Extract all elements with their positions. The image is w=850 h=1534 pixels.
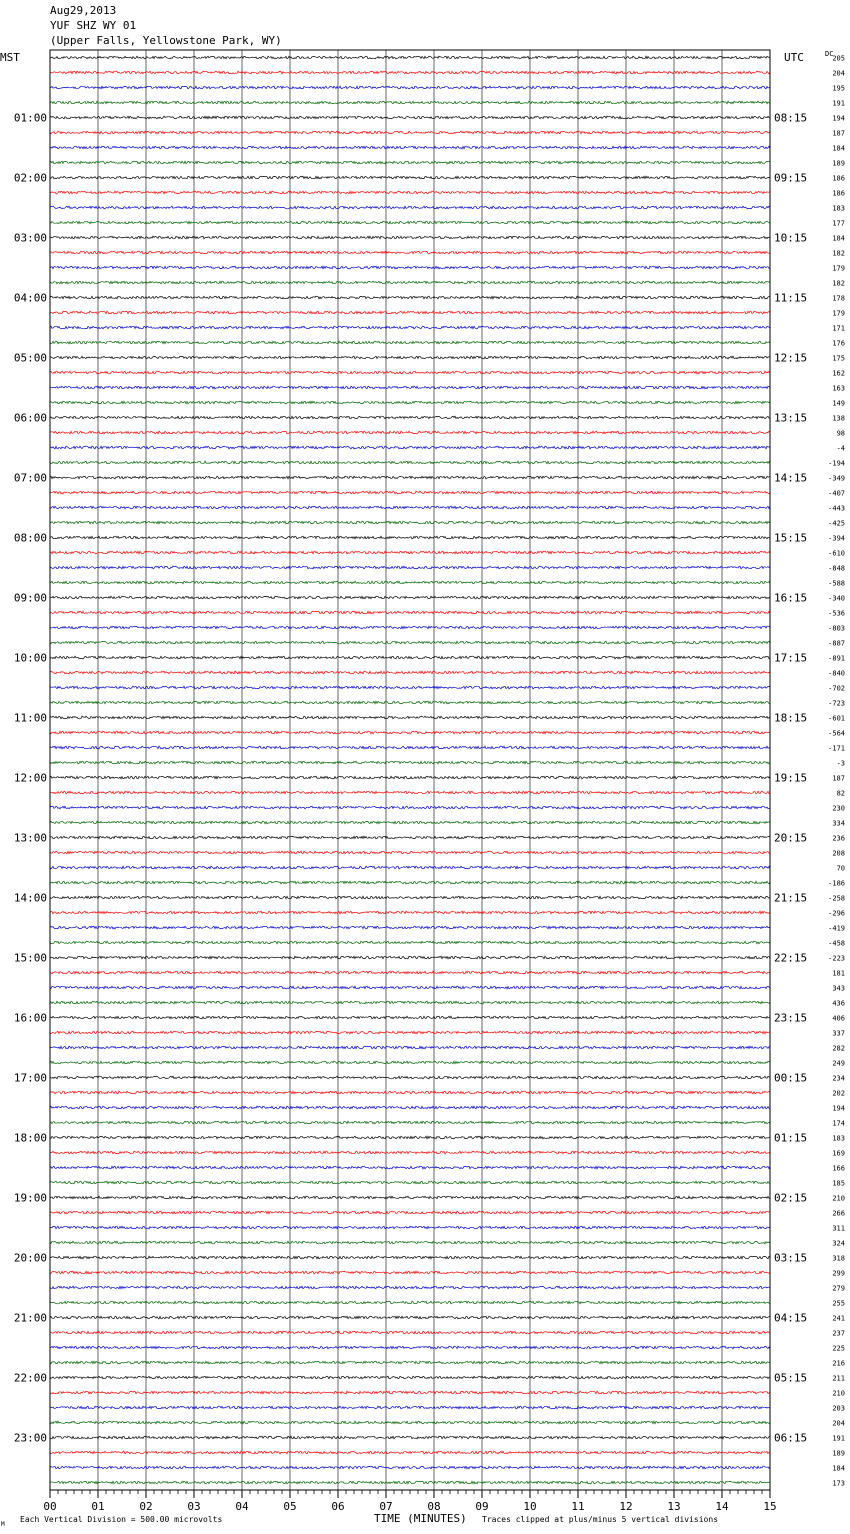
trace-line-43 — [50, 686, 770, 689]
dc-offset-84: 255 — [832, 1299, 845, 1308]
dc-offset-28: -194 — [828, 459, 845, 468]
dc-offset-86: 237 — [832, 1329, 845, 1338]
dc-offset-36: -588 — [828, 579, 845, 588]
corner-mark: M — [1, 1521, 5, 1528]
dc-offset-23: 163 — [832, 384, 845, 393]
dc-offset-40: -887 — [828, 639, 845, 648]
mst-label-23: 23:00 — [13, 1431, 47, 1445]
dc-offset-74: 169 — [832, 1149, 845, 1158]
plot-frame — [50, 50, 770, 1490]
dc-offset-92: 204 — [832, 1419, 845, 1428]
trace-line-78 — [50, 1211, 770, 1214]
trace-line-61 — [50, 956, 770, 959]
trace-line-62 — [50, 971, 770, 974]
mst-label-10: 10:00 — [13, 651, 47, 665]
trace-line-79 — [50, 1226, 770, 1229]
mst-label-5: 05:00 — [13, 351, 47, 365]
trace-line-65 — [50, 1016, 770, 1019]
trace-line-88 — [50, 1361, 770, 1364]
utc-label-6: 13:15 — [774, 411, 808, 425]
utc-label-8: 15:15 — [774, 531, 808, 545]
utc-label-7: 14:15 — [774, 471, 808, 485]
dc-offset-62: 181 — [832, 969, 845, 978]
x-tick-label-12: 12 — [619, 1500, 633, 1513]
dc-offset-27: -4 — [836, 444, 845, 453]
utc-label-19: 02:15 — [774, 1191, 808, 1205]
trace-line-75 — [50, 1166, 770, 1169]
dc-offset-43: -702 — [828, 684, 845, 693]
dc-offset-81: 318 — [832, 1254, 845, 1263]
dc-offset-56: -186 — [828, 879, 845, 888]
dc-offset-24: 149 — [832, 399, 845, 408]
trace-line-94 — [50, 1451, 770, 1454]
dc-offset-77: 210 — [832, 1194, 845, 1203]
trace-line-91 — [50, 1406, 770, 1409]
dc-offset-70: 202 — [832, 1089, 845, 1098]
utc-label-22: 05:15 — [774, 1371, 808, 1385]
trace-line-52 — [50, 821, 770, 824]
dc-offset-54: 208 — [832, 849, 845, 858]
dc-offset-88: 216 — [832, 1359, 845, 1368]
mst-hour-labels — [14, 112, 47, 1445]
mst-label-1: 01:00 — [13, 111, 47, 125]
x-tick-label-13: 13 — [667, 1500, 681, 1513]
trace-line-4 — [50, 101, 770, 104]
dc-offset-65: 406 — [832, 1014, 845, 1023]
dc-offset-42: -840 — [828, 669, 845, 678]
trace-line-77 — [50, 1196, 770, 1199]
trace-line-69 — [50, 1076, 770, 1079]
trace-line-63 — [50, 986, 770, 989]
trace-line-3 — [50, 86, 770, 89]
dc-offset-58: -296 — [828, 909, 845, 918]
trace-line-90 — [50, 1391, 770, 1394]
trace-line-18 — [50, 311, 770, 314]
dc-offset-49: 187 — [832, 774, 845, 783]
dc-offset-8: 189 — [832, 159, 845, 168]
mst-label-7: 07:00 — [13, 471, 47, 485]
dc-offset-22: 162 — [832, 369, 845, 378]
x-tick-label-10: 10 — [523, 1500, 537, 1513]
dc-offset-67: 282 — [832, 1044, 845, 1053]
dc-offset-69: 234 — [832, 1074, 845, 1083]
dc-offset-93: 191 — [832, 1434, 845, 1443]
utc-label-3: 10:15 — [774, 231, 808, 245]
utc-hour-labels — [774, 112, 807, 1445]
dc-offset-61: -223 — [828, 954, 845, 963]
trace-line-25 — [50, 416, 770, 419]
x-tick-label-6: 06 — [331, 1500, 345, 1513]
trace-line-35 — [50, 566, 770, 569]
dc-offset-31: -443 — [828, 504, 845, 513]
dc-offset-16: 182 — [832, 279, 845, 288]
trace-line-55 — [50, 866, 770, 869]
trace-line-87 — [50, 1346, 770, 1349]
utc-label-9: 16:15 — [774, 591, 808, 605]
dc-offset-66: 337 — [832, 1029, 845, 1038]
x-tick-label-5: 05 — [283, 1500, 297, 1513]
mst-axis-title: MST — [0, 51, 20, 64]
dc-offset-21: 175 — [832, 354, 845, 363]
trace-line-93 — [50, 1436, 770, 1439]
dc-offset-79: 311 — [832, 1224, 845, 1233]
trace-line-86 — [50, 1331, 770, 1334]
dc-offset-89: 211 — [832, 1374, 845, 1383]
trace-line-48 — [50, 761, 770, 764]
utc-label-16: 23:15 — [774, 1011, 808, 1025]
trace-line-46 — [50, 731, 770, 734]
clip-note: Traces clipped at plus/minus 5 vertical divisions — [482, 1515, 719, 1524]
trace-line-14 — [50, 251, 770, 254]
x-tick-label-15: 15 — [763, 1500, 777, 1513]
dc-offset-10: 186 — [832, 189, 845, 198]
utc-label-13: 20:15 — [774, 831, 808, 845]
utc-label-4: 11:15 — [774, 291, 808, 305]
dc-offset-13: 184 — [832, 234, 845, 243]
dc-offset-46: -564 — [828, 729, 845, 738]
dc-offset-1: 205 — [832, 54, 845, 63]
trace-line-72 — [50, 1121, 770, 1124]
utc-label-10: 17:15 — [774, 651, 808, 665]
dc-offset-3: 195 — [832, 84, 845, 93]
dc-offset-14: 182 — [832, 249, 845, 258]
dc-offset-34: -610 — [828, 549, 845, 558]
trace-line-2 — [50, 71, 770, 74]
trace-line-23 — [50, 386, 770, 389]
mst-label-20: 20:00 — [13, 1251, 47, 1265]
dc-offset-75: 166 — [832, 1164, 845, 1173]
utc-label-12: 19:15 — [774, 771, 808, 785]
trace-line-36 — [50, 581, 770, 584]
trace-line-27 — [50, 446, 770, 449]
trace-line-71 — [50, 1106, 770, 1109]
trace-line-6 — [50, 131, 770, 134]
dc-offset-94: 189 — [832, 1449, 845, 1458]
dc-offset-45: -601 — [828, 714, 845, 723]
trace-line-51 — [50, 806, 770, 809]
trace-line-53 — [50, 836, 770, 839]
trace-line-30 — [50, 491, 770, 494]
trace-line-68 — [50, 1061, 770, 1064]
dc-offset-12: 177 — [832, 219, 845, 228]
trace-line-96 — [50, 1481, 770, 1484]
trace-line-38 — [50, 611, 770, 614]
dc-offset-63: 343 — [832, 984, 845, 993]
trace-line-12 — [50, 221, 770, 224]
trace-line-56 — [50, 881, 770, 884]
dc-offset-17: 178 — [832, 294, 845, 303]
trace-line-42 — [50, 671, 770, 674]
trace-line-47 — [50, 746, 770, 749]
dc-offset-38: -536 — [828, 609, 845, 618]
mst-label-12: 12:00 — [13, 771, 47, 785]
trace-line-81 — [50, 1256, 770, 1259]
mst-label-18: 18:00 — [13, 1131, 47, 1145]
trace-line-17 — [50, 296, 770, 299]
dc-offset-80: 324 — [832, 1239, 845, 1248]
trace-line-84 — [50, 1301, 770, 1304]
trace-line-11 — [50, 206, 770, 209]
dc-offset-39: -803 — [828, 624, 845, 633]
dc-offset-96: 173 — [832, 1479, 845, 1488]
dc-offset-53: 236 — [832, 834, 845, 843]
dc-offset-59: -419 — [828, 924, 845, 933]
dc-offset-33: -394 — [828, 534, 845, 543]
dc-offset-48: -3 — [836, 759, 845, 768]
mst-label-22: 22:00 — [13, 1371, 47, 1385]
utc-label-15: 22:15 — [774, 951, 808, 965]
trace-line-40 — [50, 641, 770, 644]
trace-line-89 — [50, 1376, 770, 1379]
dc-offset-90: 210 — [832, 1389, 845, 1398]
x-tick-label-0: 00 — [43, 1500, 57, 1513]
trace-line-19 — [50, 326, 770, 329]
x-axis-title: TIME (MINUTES) — [374, 1512, 467, 1525]
mst-label-14: 14:00 — [13, 891, 47, 905]
trace-line-9 — [50, 176, 770, 179]
trace-line-54 — [50, 851, 770, 854]
dc-offset-35: -848 — [828, 564, 845, 573]
x-tick-label-3: 03 — [187, 1500, 201, 1513]
dc-offset-51: 230 — [832, 804, 845, 813]
x-tick-label-11: 11 — [571, 1500, 585, 1513]
dc-offset-2: 204 — [832, 69, 845, 78]
dc-offset-11: 183 — [832, 204, 845, 213]
scale-note: Each Vertical Division = 500.00 microvolts — [20, 1515, 223, 1524]
mst-label-6: 06:00 — [13, 411, 47, 425]
time-axis — [43, 1490, 776, 1513]
dc-offset-87: 225 — [832, 1344, 845, 1353]
dc-offset-52: 334 — [832, 819, 845, 828]
dc-offset-73: 183 — [832, 1134, 845, 1143]
trace-line-67 — [50, 1046, 770, 1049]
trace-line-32 — [50, 521, 770, 524]
x-tick-label-8: 08 — [427, 1500, 441, 1513]
dc-offset-76: 185 — [832, 1179, 845, 1188]
trace-line-66 — [50, 1031, 770, 1034]
trace-line-34 — [50, 551, 770, 554]
dc-offset-15: 179 — [832, 264, 845, 273]
trace-line-70 — [50, 1091, 770, 1094]
dc-offset-47: -171 — [828, 744, 845, 753]
mst-label-13: 13:00 — [13, 831, 47, 845]
station-location: (Upper Falls, Yellowstone Park, WY) — [50, 34, 282, 47]
mst-label-19: 19:00 — [13, 1191, 47, 1205]
mst-label-3: 03:00 — [13, 231, 47, 245]
dc-offset-82: 299 — [832, 1269, 845, 1278]
dc-offset-7: 184 — [832, 144, 845, 153]
trace-line-58 — [50, 911, 770, 914]
trace-line-85 — [50, 1316, 770, 1319]
trace-line-59 — [50, 926, 770, 929]
mst-label-21: 21:00 — [13, 1311, 47, 1325]
x-tick-label-14: 14 — [715, 1500, 729, 1513]
trace-line-76 — [50, 1181, 770, 1184]
trace-line-57 — [50, 896, 770, 899]
trace-line-41 — [50, 656, 770, 659]
dc-offset-71: 194 — [832, 1104, 845, 1113]
dc-offset-68: 249 — [832, 1059, 845, 1068]
trace-line-45 — [50, 716, 770, 719]
mst-label-4: 04:00 — [13, 291, 47, 305]
trace-line-26 — [50, 431, 770, 434]
trace-line-20 — [50, 341, 770, 344]
seismic-traces — [50, 56, 770, 1484]
trace-line-8 — [50, 161, 770, 164]
utc-label-21: 04:15 — [774, 1311, 808, 1325]
trace-line-16 — [50, 281, 770, 284]
mst-label-11: 11:00 — [13, 711, 47, 725]
dc-offset-60: -458 — [828, 939, 845, 948]
dc-offset-5: 194 — [832, 114, 845, 123]
trace-line-82 — [50, 1271, 770, 1274]
trace-line-21 — [50, 356, 770, 359]
dc-offset-37: -340 — [828, 594, 845, 603]
trace-line-92 — [50, 1421, 770, 1424]
dc-offset-labels — [828, 55, 845, 1488]
dc-offset-6: 187 — [832, 129, 845, 138]
utc-label-18: 01:15 — [774, 1131, 808, 1145]
trace-line-5 — [50, 116, 770, 119]
utc-label-23: 06:15 — [774, 1431, 808, 1445]
mst-label-16: 16:00 — [13, 1011, 47, 1025]
dc-offset-30: -407 — [828, 489, 845, 498]
mst-label-2: 02:00 — [13, 171, 47, 185]
utc-label-14: 21:15 — [774, 891, 808, 905]
dc-offset-72: 174 — [832, 1119, 845, 1128]
mst-label-15: 15:00 — [13, 951, 47, 965]
dc-offset-9: 186 — [832, 174, 845, 183]
mst-label-9: 09:00 — [13, 591, 47, 605]
trace-line-44 — [50, 701, 770, 704]
dc-offset-25: 138 — [832, 414, 845, 423]
dc-offset-55: 70 — [836, 864, 845, 873]
dc-offset-64: 436 — [832, 999, 845, 1008]
utc-label-20: 03:15 — [774, 1251, 808, 1265]
plot-date: Aug29,2013 — [50, 4, 117, 17]
utc-label-2: 09:15 — [774, 171, 808, 185]
dc-offset-4: 191 — [832, 99, 845, 108]
mst-label-17: 17:00 — [13, 1071, 47, 1085]
trace-line-49 — [50, 776, 770, 779]
trace-line-73 — [50, 1136, 770, 1139]
trace-line-37 — [50, 596, 770, 599]
dc-offset-29: -349 — [828, 474, 845, 483]
dc-offset-83: 279 — [832, 1284, 845, 1293]
mst-label-8: 08:00 — [13, 531, 47, 545]
trace-line-83 — [50, 1286, 770, 1289]
utc-label-11: 18:15 — [774, 711, 808, 725]
dc-offset-44: -723 — [828, 699, 845, 708]
dc-offset-19: 171 — [832, 324, 845, 333]
trace-line-39 — [50, 626, 770, 629]
trace-line-10 — [50, 191, 770, 194]
x-tick-label-4: 04 — [235, 1500, 249, 1513]
dc-offset-20: 176 — [832, 339, 845, 348]
dc-offset-78: 266 — [832, 1209, 845, 1218]
trace-line-22 — [50, 371, 770, 374]
trace-line-31 — [50, 506, 770, 509]
trace-line-28 — [50, 461, 770, 464]
x-tick-label-7: 07 — [379, 1500, 393, 1513]
trace-line-29 — [50, 476, 770, 479]
utc-label-1: 08:15 — [774, 111, 808, 125]
dc-axis-title: DC — [825, 50, 834, 58]
x-tick-label-2: 02 — [139, 1500, 153, 1513]
dc-offset-50: 82 — [836, 789, 845, 798]
dc-offset-95: 184 — [832, 1464, 845, 1473]
trace-line-50 — [50, 791, 770, 794]
trace-line-33 — [50, 536, 770, 539]
dc-offset-18: 179 — [832, 309, 845, 318]
dc-offset-85: 241 — [832, 1314, 845, 1323]
dc-offset-26: 98 — [836, 429, 845, 438]
x-tick-label-1: 01 — [91, 1500, 105, 1513]
utc-label-5: 12:15 — [774, 351, 808, 365]
dc-offset-57: -258 — [828, 894, 845, 903]
trace-line-74 — [50, 1151, 770, 1154]
utc-axis-title: UTC — [784, 51, 804, 64]
station-code: YUF SHZ WY 01 — [50, 19, 137, 32]
dc-offset-91: 203 — [832, 1404, 845, 1413]
trace-line-80 — [50, 1241, 770, 1244]
trace-line-1 — [50, 56, 770, 59]
utc-label-17: 00:15 — [774, 1071, 808, 1085]
trace-line-13 — [50, 236, 770, 239]
dc-offset-32: -425 — [828, 519, 845, 528]
trace-line-24 — [50, 401, 770, 404]
x-tick-label-9: 09 — [475, 1500, 489, 1513]
vertical-gridlines — [98, 50, 722, 1490]
dc-offset-41: -891 — [828, 654, 845, 663]
trace-line-7 — [50, 146, 770, 149]
trace-line-95 — [50, 1466, 770, 1469]
trace-line-60 — [50, 941, 770, 944]
trace-line-15 — [50, 266, 770, 269]
trace-line-64 — [50, 1001, 770, 1004]
